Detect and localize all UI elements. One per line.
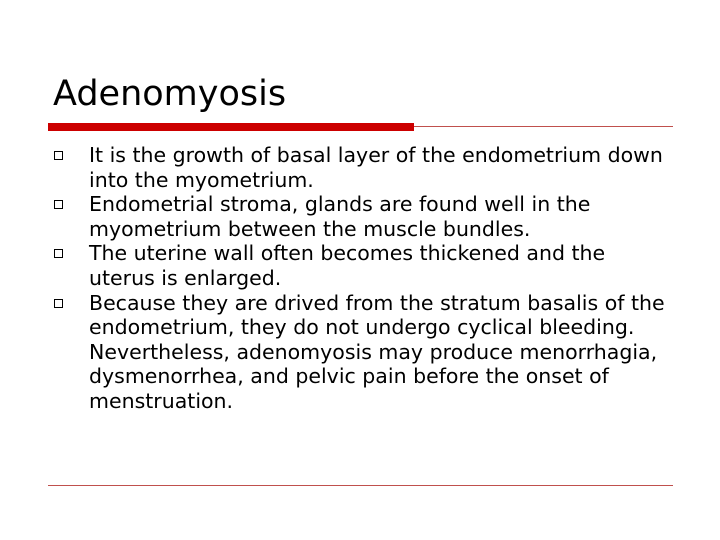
bullet-text: The uterine wall often becomes thickened and the uterus is enlarged. [89,241,606,290]
hollow-square-bullet-icon [54,151,63,160]
hollow-square-bullet-icon [54,299,63,308]
bullet-list [54,143,674,414]
bullet-text: Endometrial stroma, glands are found well in the myometrium between the muscle bundles. [89,192,591,241]
bullet-item [54,241,674,290]
bullet-text: Because they are drived from the stratum basalis of the endometrium, they do not undergo cyclical bleeding. Nevertheless, adenomyosis may produce menorrhagia, dysmenorrhea, and pelvic pain before the onset of menstruation. [89,290,665,413]
slide-title: Adenomyosis [53,74,287,114]
hollow-square-bullet-icon [54,200,63,209]
bullet-item [54,291,674,414]
title-underline-accent-bar [48,123,414,131]
bullet-text: It is the growth of basal layer of the endometrium down into the myometrium. [89,143,663,192]
hollow-square-bullet-icon [54,249,63,258]
footer-divider [48,485,673,486]
title-underline [48,123,673,132]
bullet-item [54,192,674,241]
bullet-item [54,143,674,192]
